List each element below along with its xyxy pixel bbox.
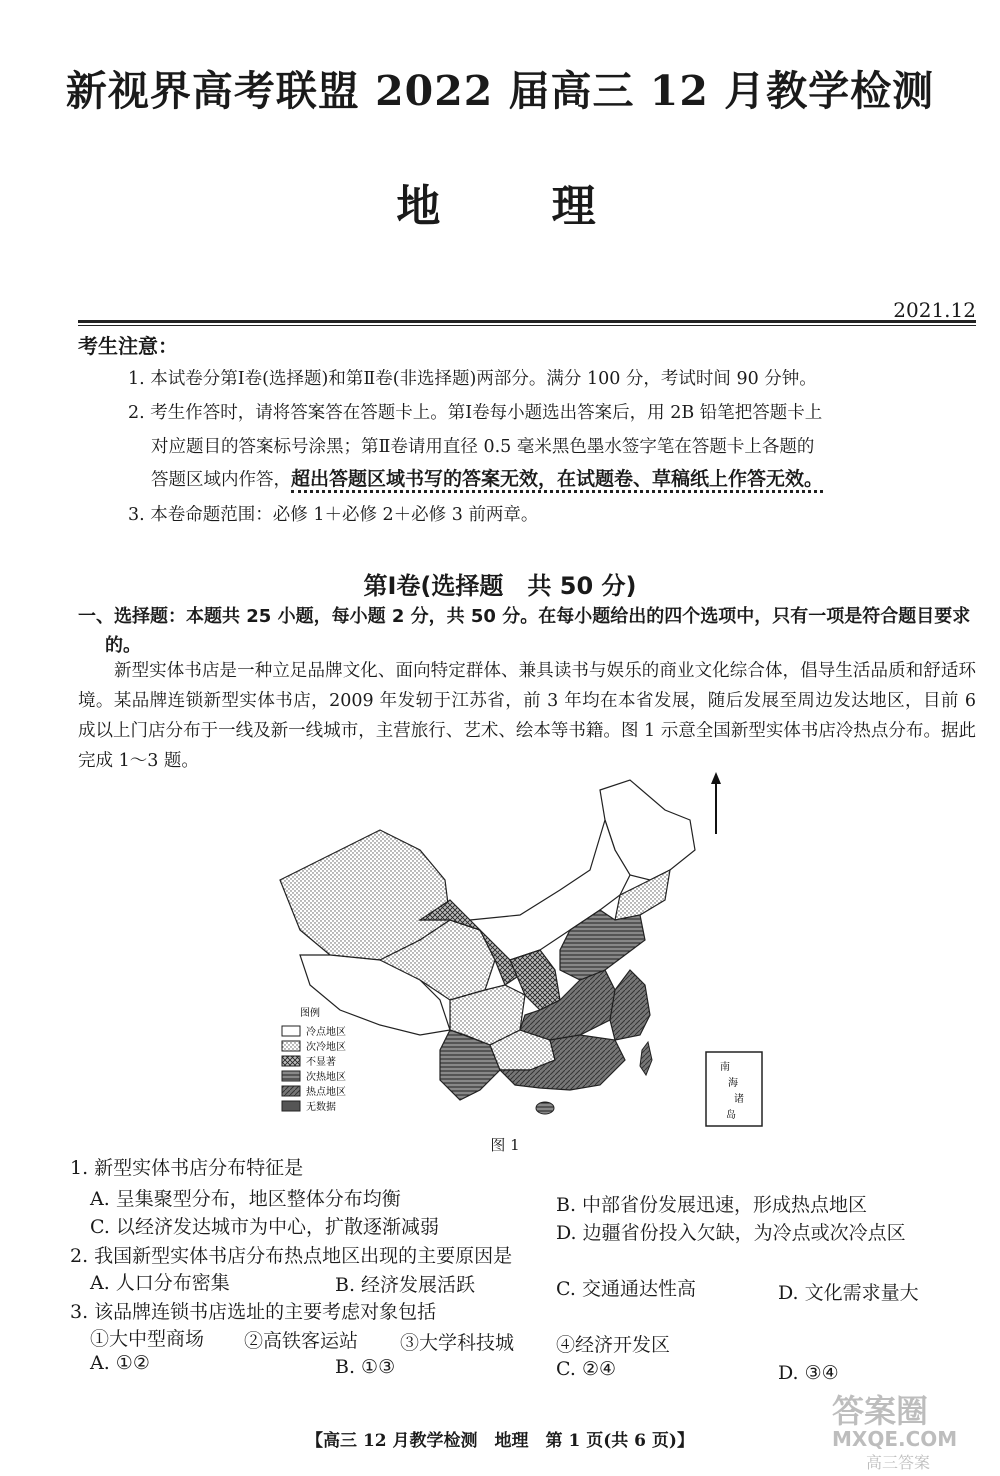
question-3-option-c: C. ②④	[556, 1358, 617, 1380]
page-footer: 【高三 12 月教学检测 地理 第 1 页(共 6 页)】	[306, 1431, 694, 1451]
legend-item-hot: 热点地区	[306, 1087, 346, 1098]
inset-label-1: 南	[720, 1062, 730, 1073]
legend-item-not-significant: 不显著	[306, 1057, 336, 1068]
subject-title: 地 理	[396, 181, 644, 232]
legend-item-no-data: 无数据	[306, 1102, 336, 1113]
notice-item-2-line-2: 对应题目的答案标号涂黑；第Ⅱ卷请用直径 0.5 毫米黑色墨水签字笔在答题卡上各题的	[151, 437, 815, 457]
question-intro-text: 一、选择题：本题共 25 小题，每小题 2 分，共 50 分。在每小题给出的四个选项中，只有一项是符合题目要求的。	[78, 606, 971, 656]
question-3-option-d: D. ③④	[778, 1362, 839, 1384]
legend-item-sub-hot: 次热地区	[306, 1072, 346, 1083]
notice-item-3: 3. 本卷命题范围：必修 1＋必修 2＋必修 3 前两章。	[128, 505, 539, 525]
inset-label-3: 诸	[734, 1094, 744, 1105]
legend-title: 图例	[300, 1008, 320, 1019]
figure-caption: 图 1	[490, 1136, 520, 1154]
question-3-choice-1: ①大中型商场	[90, 1328, 205, 1350]
region-taiwan	[640, 1042, 652, 1075]
china-map-figure	[270, 770, 770, 1130]
watermark-logo	[826, 1386, 996, 1476]
inset-label-2: 海	[728, 1078, 738, 1089]
region-hainan	[536, 1102, 554, 1114]
legend-item-cold: 冷点地区	[306, 1027, 346, 1038]
exam-date: 2021.12	[893, 298, 976, 322]
question-2-option-d: D. 文化需求量大	[778, 1282, 919, 1304]
watermark-text-1: 答案圈	[832, 1392, 929, 1430]
question-1-option-d: D. 边疆省份投入欠缺，为冷点或次冷点区	[556, 1222, 906, 1244]
notice-item-2-line-3	[128, 466, 1000, 493]
passage: 新型实体书店是一种立足品牌文化、面向特定群体、兼具读书与娱乐的商业文化综合体，倡导生活品质和舒适环境。某品牌连锁新型实体书店，2009 年发轫于江苏省，前 3 年均在本省发展，随后发展至周边发达地区，目前 6 成以上门店分布于一线及新一线城市，主营旅行、艺术、绘本等书籍。图 1 示意全国新型实体书店冷热点分布。据此完成 1～3 题。	[78, 661, 976, 771]
legend-item-sub-cold: 次冷地区	[306, 1042, 346, 1053]
region-yangtze-delta	[610, 970, 650, 1040]
exam-title: 新视界高考联盟 2022 届高三 12 月教学检测	[65, 67, 935, 115]
question-2-option-c: C. 交通通达性高	[556, 1278, 696, 1300]
question-3-choice-4: ④经济开发区	[556, 1334, 671, 1356]
north-arrow-icon	[711, 772, 721, 834]
notice-item-2-line-3a: 答题区域内作答，	[151, 470, 291, 490]
notice-item-1: 1. 本试卷分第Ⅰ卷(选择题)和第Ⅱ卷(非选择题)两部分。满分 100 分，考试时间 90 分钟。	[128, 369, 817, 389]
question-2-option-b: B. 经济发展活跃	[335, 1274, 476, 1296]
question-3-choice-2: ②高铁客运站	[244, 1330, 359, 1352]
question-1-option-c: C. 以经济发达城市为中心，扩散逐渐减弱	[90, 1216, 439, 1238]
notice-emphasis: 超出答题区域书写的答案无效，在试题卷、草稿纸上作答无效。	[291, 468, 823, 493]
south-china-sea-inset	[706, 1052, 762, 1126]
watermark-text-3: 高三答案	[866, 1453, 931, 1472]
map-legend	[282, 1006, 346, 1113]
section-title: 第Ⅰ卷(选择题 共 50 分)	[363, 572, 637, 600]
question-1-option-a: A. 呈集聚型分布，地区整体分布均衡	[90, 1188, 401, 1210]
inset-label-4: 岛	[726, 1110, 736, 1121]
question-3-choice-3: ③大学科技城	[400, 1332, 515, 1354]
question-3-option-a: A. ①②	[90, 1352, 150, 1374]
question-1-stem: 1. 新型实体书店分布特征是	[70, 1157, 304, 1179]
question-1-option-b: B. 中部省份发展迅速，形成热点地区	[556, 1194, 868, 1216]
question-intro	[78, 602, 976, 660]
notice-title: 考生注意：	[78, 334, 178, 358]
question-3-stem: 3. 该品牌连锁书店选址的主要考虑对象包括	[70, 1301, 437, 1323]
header-divider	[78, 320, 976, 326]
question-2-option-a: A. 人口分布密集	[90, 1272, 230, 1294]
question-3-option-b: B. ①③	[335, 1356, 396, 1378]
notice-item-2-line-1: 2. 考生作答时，请将答案答在答题卡上。第Ⅰ卷每小题选出答案后，用 2B 铅笔把答题卡上	[128, 403, 823, 423]
question-2-stem: 2. 我国新型实体书店分布热点地区出现的主要原因是	[70, 1245, 513, 1267]
watermark-text-2: MXQE.COM	[832, 1427, 958, 1451]
